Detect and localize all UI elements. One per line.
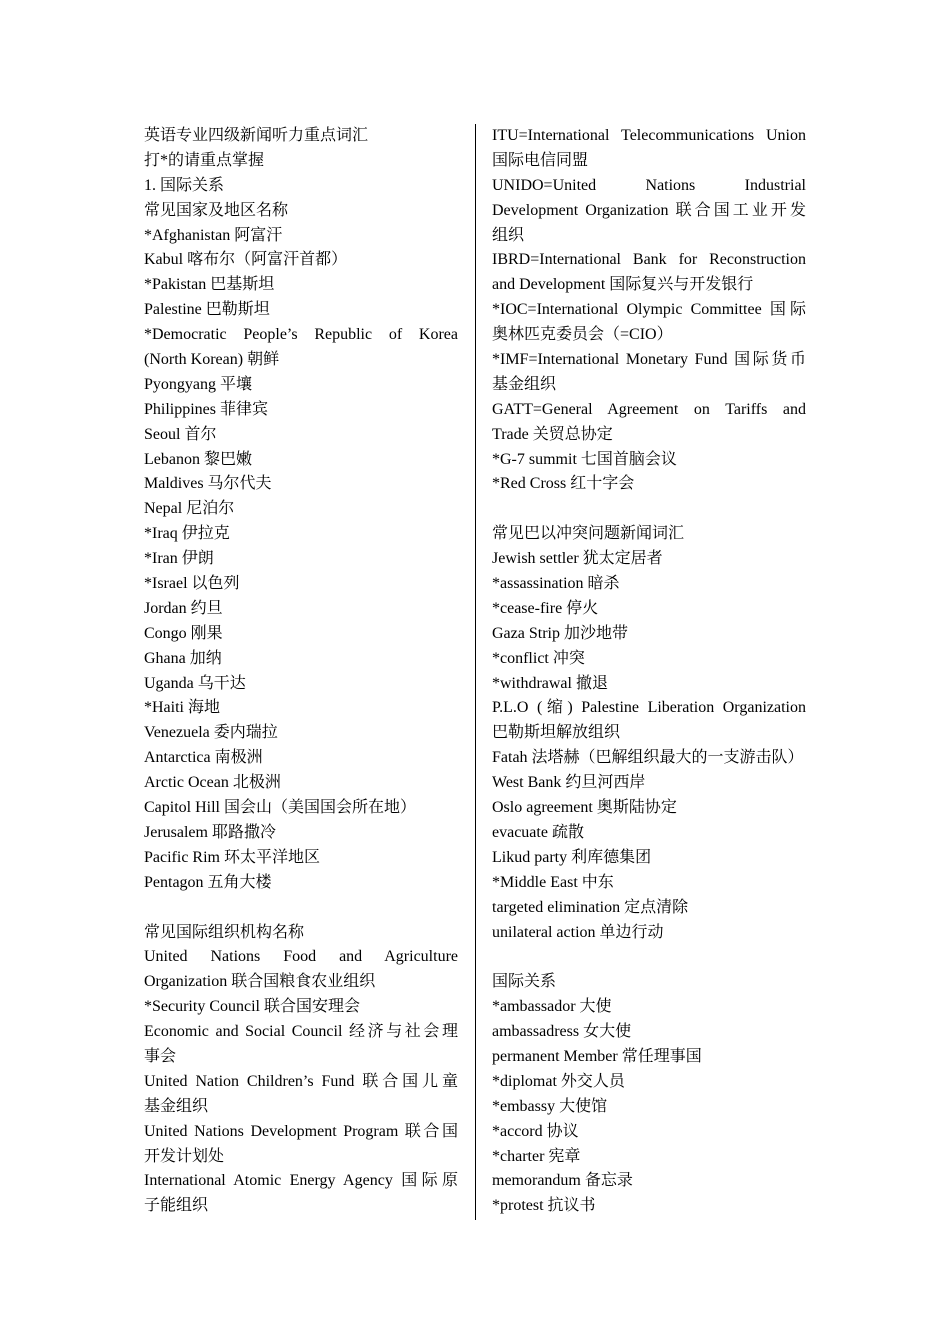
text-line: *Democratic People’s Republic of Korea <box>144 326 458 344</box>
text-line: *Red Cross 红十字会 <box>492 475 635 493</box>
text-line: permanent Member 常任理事国 <box>492 1047 702 1065</box>
text-line: UNIDO=United Nations Industrial <box>492 176 806 194</box>
text-line: *withdrawal 撤退 <box>492 674 608 692</box>
text-line: Likud party 利库德集团 <box>492 848 652 866</box>
text-line: 基金组织 <box>144 1097 209 1115</box>
text-line: 基金组织 <box>492 375 557 393</box>
text-line: IBRD=International Bank for Reconstruction <box>492 251 806 269</box>
text-line: 事会 <box>144 1047 177 1065</box>
text-line: memorandum 备忘录 <box>492 1172 633 1190</box>
text-line: United Nations Food and Agriculture <box>144 948 458 966</box>
text-line: Palestine 巴勒斯坦 <box>144 301 270 319</box>
text-line: *accord 协议 <box>492 1122 579 1140</box>
text-line: Philippines 菲律宾 <box>144 400 269 418</box>
text-line: unilateral action 单边行动 <box>492 923 664 941</box>
text-line: Jordan 约旦 <box>144 599 223 617</box>
text-line: Organization 联合国粮食农业组织 <box>144 973 376 991</box>
text-line: *Iran 伊朗 <box>144 550 214 568</box>
text-line: Maldives 马尔代夫 <box>144 475 272 493</box>
text-line: and Development 国际复兴与开发银行 <box>492 276 754 294</box>
text-line: Fatah 法塔赫（巴解组织最大的一支游击队） <box>492 749 804 767</box>
text-line: *IOC=International Olympic Committee 国际 <box>492 301 806 319</box>
text-line: Pentagon 五角大楼 <box>144 873 272 891</box>
text-line: Venezuela 委内瑞拉 <box>144 724 278 742</box>
text-line: 巴勒斯坦解放组织 <box>492 724 621 742</box>
text-line: *Afghanistan 阿富汗 <box>144 226 283 244</box>
text-line: Capitol Hill 国会山（美国国会所在地） <box>144 799 417 817</box>
text-line: Pyongyang 平壤 <box>144 375 253 393</box>
text-line: Gaza Strip 加沙地带 <box>492 624 628 642</box>
text-line: ITU=International Telecommunications Union <box>492 127 806 144</box>
left-column <box>144 124 458 1219</box>
text-line: Antarctica 南极洲 <box>144 749 263 767</box>
text-line: *cease-fire 停火 <box>492 599 599 617</box>
text-line: *Haiti 海地 <box>144 699 220 717</box>
text-line: *Middle East 中东 <box>492 873 614 891</box>
text-line: 常见国际组织机构名称 <box>144 923 305 941</box>
column-divider <box>475 124 476 1220</box>
text-line: *protest 抗议书 <box>492 1197 596 1215</box>
text-line: *conflict 冲突 <box>492 649 585 667</box>
right-column <box>492 124 806 1219</box>
text-line: Ghana 加纳 <box>144 649 222 667</box>
text-line: P.L.O (缩) Palestine Liberation Organization <box>492 699 806 717</box>
text-line: Uganda 乌干达 <box>144 674 246 692</box>
text-line: GATT=General Agreement on Tariffs and <box>492 400 806 418</box>
text-line: *diplomat 外交人员 <box>492 1072 625 1090</box>
text-line: Economic and Social Council 经济与社会理 <box>144 1023 458 1041</box>
text-line: 开发计划处 <box>144 1147 225 1165</box>
text-line: 国际电信同盟 <box>492 151 589 169</box>
text-line: 国际关系 <box>492 973 557 991</box>
text-line: Trade 关贸总协定 <box>492 425 613 443</box>
blank-line <box>144 896 458 921</box>
text-line: targeted elimination 定点清除 <box>492 898 689 916</box>
text-line: *assassination 暗杀 <box>492 575 620 593</box>
text-line: *Pakistan 巴基斯坦 <box>144 276 275 294</box>
text-line: 1. 国际关系 <box>144 176 225 194</box>
blank-line <box>492 497 806 522</box>
text-line: *Israel 以色列 <box>144 575 240 593</box>
text-line: United Nations Development Program 联合国 <box>144 1122 458 1140</box>
text-line: 常见巴以冲突问题新闻词汇 <box>492 525 685 543</box>
text-line: 组织 <box>492 226 525 244</box>
text-line: West Bank 约旦河西岸 <box>492 774 646 792</box>
text-line: Nepal 尼泊尔 <box>144 500 235 518</box>
text-line: Pacific Rim 环太平洋地区 <box>144 848 320 866</box>
text-line: Congo 刚果 <box>144 624 223 642</box>
text-line: Lebanon 黎巴嫩 <box>144 450 252 468</box>
text-line: evacuate 疏散 <box>492 823 584 841</box>
text-line: United Nation Children’s Fund 联合国儿童 <box>144 1072 458 1090</box>
text-line: 子能组织 <box>144 1197 209 1215</box>
text-line: Arctic Ocean 北极洲 <box>144 774 281 792</box>
text-line: Jerusalem 耶路撒冷 <box>144 823 276 841</box>
text-line: *charter 宪章 <box>492 1147 581 1165</box>
text-line: *embassy 大使馆 <box>492 1097 608 1115</box>
text-line: *Security Council 联合国安理会 <box>144 998 360 1016</box>
text-line: Development Organization 联合国工业开发 <box>492 201 806 219</box>
text-line: 常见国家及地区名称 <box>144 201 289 219</box>
blank-line <box>492 945 806 970</box>
text-line: *G-7 summit 七国首脑会议 <box>492 450 677 468</box>
text-line: Kabul 喀布尔（阿富汗首都） <box>144 251 348 269</box>
text-line: ambassadress 女大使 <box>492 1023 632 1041</box>
text-line: Jewish settler 犹太定居者 <box>492 550 663 568</box>
text-line: *IMF=International Monetary Fund 国际货币 <box>492 351 806 369</box>
text-line: Seoul 首尔 <box>144 425 217 443</box>
text-line: *ambassador 大使 <box>492 998 612 1016</box>
text-line: 奥林匹克委员会（=CIO） <box>492 326 673 344</box>
text-line: Oslo agreement 奥斯陆协定 <box>492 799 677 817</box>
text-line: 打*的请重点掌握 <box>144 151 265 169</box>
text-line: (North Korean) 朝鲜 <box>144 351 280 369</box>
text-line: 英语专业四级新闻听力重点词汇 <box>144 127 369 144</box>
text-line: International Atomic Energy Agency 国际原 <box>144 1172 458 1190</box>
text-line: *Iraq 伊拉克 <box>144 525 230 543</box>
